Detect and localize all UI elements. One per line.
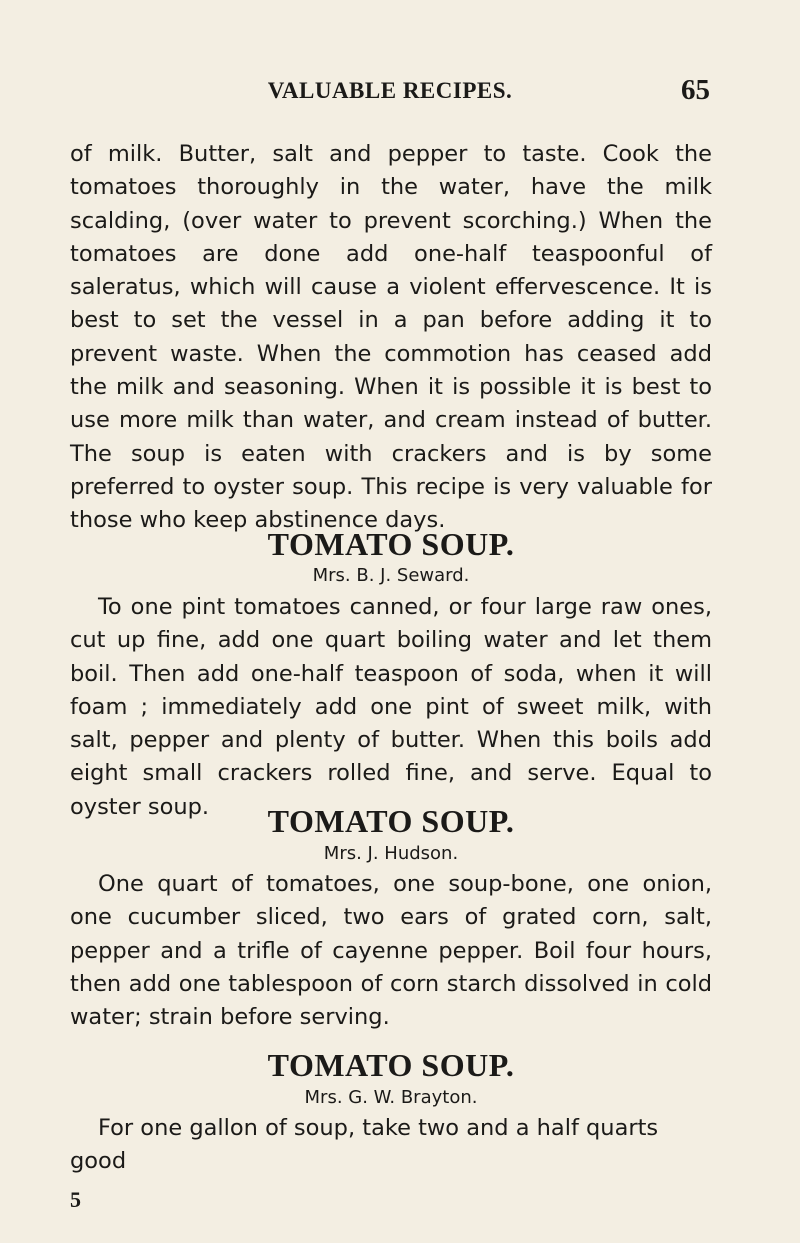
recipe-title-hudson: TOMATO SOUP. <box>267 803 515 839</box>
recipe-author-brayton: Mrs. G. W. Brayton. <box>304 1087 478 1108</box>
signature-mark: 5 <box>70 1187 81 1212</box>
running-title: VALUABLE RECIPES. <box>267 78 513 103</box>
recipe-text-brayton: For one gallon of soup, take two and a half quarts good <box>70 1115 659 1175</box>
continuation-paragraph: of milk. Butter, salt and pepper to taste. Cook the tomatoes thoroughly in the water, have the milk scalding, (over water to prevent scorching.) When the tomatoes are done add one-half teaspoonful of saleratus, which will cause a violent effervescence. It is best to set the vessel in a pan before adding it to prevent waste. When the commotion has ceased add the milk and seasoning. When it is possible it is best to use more milk than water, and cream instead of butter. The soup is eaten with crackers and is by some preferred to oyster soup. This recipe is very valuable for those who keep abstinence days. <box>70 141 712 534</box>
recipe-text-hudson: One quart of tomatoes, one soup-bone, one onion, one cucumber sliced, two ears of grated corn, salt, pepper and a trifle of cayenne pepper. Boil four hours, then add one tablespoon of corn starch dissolved in cold water; strain before serving. <box>70 871 712 1031</box>
page-number: 65 <box>681 74 710 106</box>
recipe-author-seward: Mrs. B. J. Seward. <box>312 565 470 586</box>
page-header <box>70 74 710 108</box>
recipe-title-seward: TOMATO SOUP. <box>267 526 515 562</box>
recipe-author-hudson: Mrs. J. Hudson. <box>323 843 459 864</box>
recipe-text-seward: To one pint tomatoes canned, or four large raw ones, cut up fine, add one quart boiling water and let them boil. Then add one-half teaspoon of soda, when it will foam ; immediately add one pint of sweet milk, with salt, pepper and plenty of butter. When this boils add eight small crackers rolled fine, and serve. Equal to oyster soup. <box>70 594 712 820</box>
recipe-title-brayton: TOMATO SOUP. <box>267 1047 515 1083</box>
